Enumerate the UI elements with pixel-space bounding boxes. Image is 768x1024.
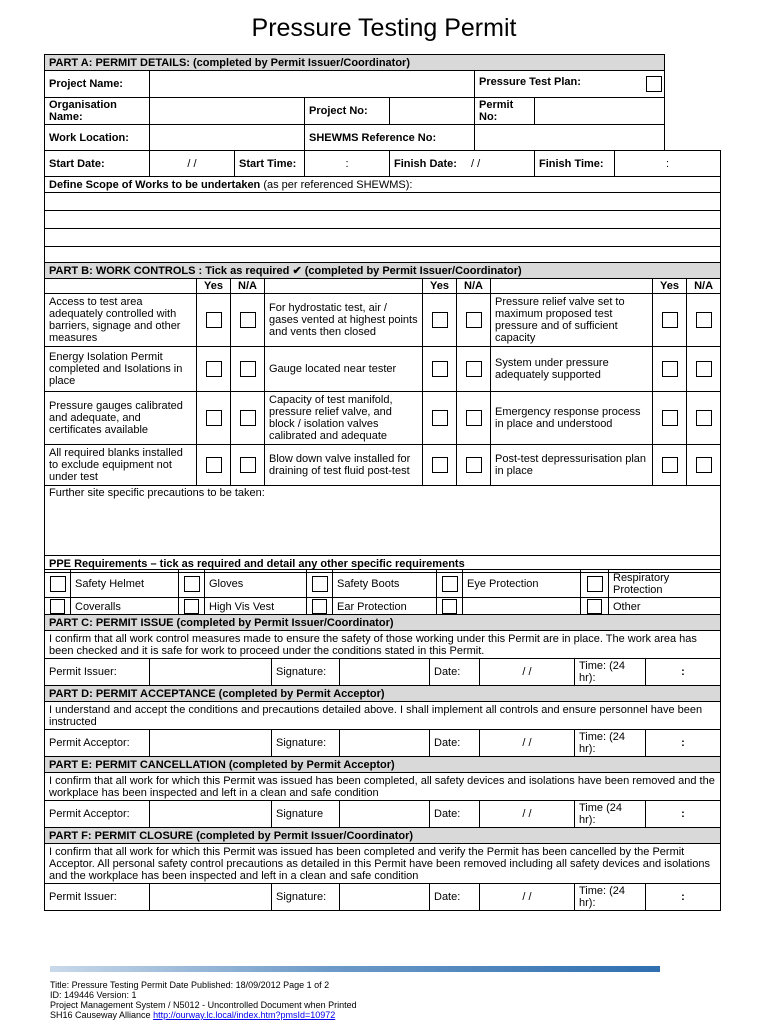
control-text: Pressure gauges calibrated and adequate, and certificates available <box>45 392 197 445</box>
date-label: Date: <box>430 730 480 757</box>
finish-time-label: Finish Time: <box>535 151 615 177</box>
control-na-checkbox[interactable] <box>466 312 482 328</box>
pressure-test-plan-label: Pressure Test Plan: <box>475 71 665 98</box>
control-yes-checkbox[interactable] <box>432 410 448 426</box>
yes-header-1: Yes <box>197 279 231 294</box>
permit-issuer-label: Permit Issuer: <box>45 884 150 911</box>
signature-field[interactable] <box>340 801 430 828</box>
control-text: Pressure relief valve set to maximum proposed test pressure and of sufficient capacity <box>491 294 653 347</box>
part-f-statement: I confirm that all work for which this Permit was issued has been completed and verify the Permit has been cancelled by the Permit Acceptor. All personal safety control precautions as detailed in this Permit have been removed including all safety devices and isolations and the workplace has been inspected and left in a clean and safe condition <box>45 844 721 884</box>
work-location-field[interactable] <box>150 125 305 151</box>
ear-protection-checkbox[interactable] <box>312 599 327 614</box>
permit-no-label: Permit No: <box>475 98 535 125</box>
ppe-label <box>463 598 581 616</box>
control-yes-checkbox[interactable] <box>432 361 448 377</box>
control-na-checkbox[interactable] <box>466 361 482 377</box>
other-ppe-checkbox[interactable] <box>587 599 602 614</box>
finish-date-field[interactable]: / / <box>470 157 481 170</box>
permit-acceptor-field[interactable] <box>150 801 272 828</box>
time-label: Time: (24 hr): <box>575 884 646 911</box>
scope-of-works-label: Define Scope of Works to be undertaken (as per referenced SHEWMS): <box>45 177 721 193</box>
control-yes-checkbox[interactable] <box>662 410 678 426</box>
ppe-label: Safety Boots <box>333 570 437 598</box>
ppe-label: Ear Protection <box>333 598 437 616</box>
control-yes-checkbox[interactable] <box>662 361 678 377</box>
control-yes-checkbox[interactable] <box>206 312 222 328</box>
part-c-header: PART C: PERMIT ISSUE (completed by Permit Issuer/Coordinator) <box>45 615 721 631</box>
ppe-label: Respiratory Protection <box>609 570 721 598</box>
control-na-checkbox[interactable] <box>696 361 712 377</box>
control-text: All required blanks installed to exclude equipment not under test <box>45 445 197 486</box>
control-text: Capacity of test manifold, pressure relief valve, and block / isolation valves calibrated and adequate <box>265 392 423 445</box>
date-field[interactable]: / / <box>480 659 575 686</box>
footer-text <box>50 980 660 1020</box>
scope-line-3[interactable] <box>45 229 721 247</box>
start-date-label: Start Date: <box>45 151 150 177</box>
blank-ppe-checkbox[interactable] <box>442 599 457 614</box>
time-field[interactable]: : <box>646 659 721 686</box>
ppe-label: Safety Helmet <box>71 570 179 598</box>
footer-id-line: ID: 149446 Version: 1 <box>50 990 137 1000</box>
ppe-header: PPE Requirements – tick as required and detail any other specific requirements <box>45 556 721 573</box>
date-label: Date: <box>430 659 480 686</box>
finish-date-label: Finish Date: <box>394 157 457 170</box>
control-text: Blow down valve installed for draining of test fluid post-test <box>265 445 423 486</box>
footer-link[interactable]: http://ourway.lc.local/index.htm?pmsId=10972 <box>153 1010 336 1020</box>
further-precautions-field[interactable]: Further site specific precautions to be taken: <box>45 486 721 556</box>
part-e-statement: I confirm that all work for which this Permit was issued has been completed, all safety devices and isolations have been removed and the workplace has been inspected and left in a clean and safe condition <box>45 773 721 801</box>
control-yes-checkbox[interactable] <box>432 457 448 473</box>
project-name-field[interactable] <box>150 71 475 98</box>
ppe-label: Coveralls <box>71 598 179 616</box>
footer-alliance-line: SH16 Causeway Alliance http://ourway.lc.local/index.htm?pmsId=10972 <box>50 1010 336 1020</box>
project-name-label: Project Name: <box>45 71 150 98</box>
yes-header-3: Yes <box>653 279 687 294</box>
na-header-2: N/A <box>457 279 491 294</box>
time-field[interactable]: : <box>646 884 721 911</box>
part-b-table <box>44 262 721 573</box>
respiratory-protection-checkbox[interactable] <box>587 576 603 592</box>
footer-system-line: Project Management System / N5012 - Uncontrolled Document when Printed <box>50 1000 357 1010</box>
ppe-label: High Vis Vest <box>205 598 307 616</box>
control-text: Emergency response process in place and understood <box>491 392 653 445</box>
control-na-checkbox[interactable] <box>466 410 482 426</box>
gloves-checkbox[interactable] <box>184 576 200 592</box>
control-text: Access to test area adequately controlled with barriers, signage and other measures <box>45 294 197 347</box>
shewms-reference-label: SHEWMS Reference No: <box>305 125 475 151</box>
control-na-checkbox[interactable] <box>466 457 482 473</box>
permit-issuer-field[interactable] <box>150 884 272 911</box>
time-label: Time: (24 hr): <box>575 730 646 757</box>
control-na-checkbox[interactable] <box>696 457 712 473</box>
na-header-3: N/A <box>687 279 721 294</box>
control-text: For hydrostatic test, air / gases vented at highest points and vents then closed <box>265 294 423 347</box>
date-field[interactable]: / / <box>480 730 575 757</box>
safety-boots-checkbox[interactable] <box>312 576 328 592</box>
finish-time-field[interactable]: : <box>615 151 721 177</box>
part-a-dates-table <box>44 150 721 265</box>
high-vis-vest-checkbox[interactable] <box>184 599 199 614</box>
permit-acceptor-field[interactable] <box>150 730 272 757</box>
permit-issuer-label: Permit Issuer: <box>45 659 150 686</box>
safety-helmet-checkbox[interactable] <box>50 576 66 592</box>
permit-acceptor-label: Permit Acceptor: <box>45 730 150 757</box>
part-f-header: PART F: PERMIT CLOSURE (completed by Permit Issuer/Coordinator) <box>45 828 721 844</box>
shewms-reference-field[interactable] <box>475 125 665 151</box>
start-time-field[interactable]: : <box>305 151 390 177</box>
project-no-label: Project No: <box>305 98 390 125</box>
scope-line-2[interactable] <box>45 211 721 229</box>
control-yes-checkbox[interactable] <box>432 312 448 328</box>
control-text: System under pressure adequately supported <box>491 347 653 392</box>
footer-bar <box>50 966 660 972</box>
ppe-label: Gloves <box>205 570 307 598</box>
signature-label: Signature: <box>272 884 340 911</box>
part-a-table <box>44 54 721 151</box>
permit-no-field[interactable] <box>535 98 665 125</box>
date-field[interactable]: / / <box>480 801 575 828</box>
part-d-header: PART D: PERMIT ACCEPTANCE (completed by Permit Acceptor) <box>45 686 721 702</box>
ppe-table <box>44 569 721 616</box>
control-na-checkbox[interactable] <box>240 361 256 377</box>
time-label: Time: (24 hr): <box>575 659 646 686</box>
na-header-1: N/A <box>231 279 265 294</box>
work-location-label: Work Location: <box>45 125 150 151</box>
control-na-checkbox[interactable] <box>240 312 256 328</box>
part-a-header: PART A: PERMIT DETAILS: (completed by Permit Issuer/Coordinator) <box>45 55 665 71</box>
pressure-test-plan-checkbox[interactable] <box>646 76 662 92</box>
eye-protection-checkbox[interactable] <box>442 576 458 592</box>
finish-date-cell <box>390 151 535 177</box>
control-yes-checkbox[interactable] <box>662 312 678 328</box>
footer-title-line: Title: Pressure Testing Permit Date Published: 18/09/2012 Page 1 of 2 <box>50 980 330 990</box>
signature-label: Signature: <box>272 659 340 686</box>
part-d-statement: I understand and accept the conditions and precautions detailed above. I shall implement all controls and ensure personnel have been instructed <box>45 702 721 730</box>
control-na-checkbox[interactable] <box>240 457 256 473</box>
project-no-field[interactable] <box>390 98 475 125</box>
part-b-header: PART B: WORK CONTROLS : Tick as required ✔ (completed by Permit Issuer/Coordinator) <box>45 263 721 279</box>
parts-c-f-table <box>44 614 721 911</box>
scope-line-1[interactable] <box>45 193 721 211</box>
organisation-name-field[interactable] <box>150 98 305 125</box>
control-text: Energy Isolation Permit completed and Isolations in place <box>45 347 197 392</box>
control-yes-checkbox[interactable] <box>206 361 222 377</box>
control-yes-checkbox[interactable] <box>206 410 222 426</box>
part-c-statement: I confirm that all work control measures made to ensure the safety of those working under this Permit are in place. The work area has been checked and it is safe for work to proceed under the conditions stated in this Permit. <box>45 631 721 659</box>
permit-issuer-field[interactable] <box>150 659 272 686</box>
time-field[interactable]: : <box>646 801 721 828</box>
page-title: Pressure Testing Permit <box>251 14 517 42</box>
coveralls-checkbox[interactable] <box>50 599 65 614</box>
signature-field[interactable] <box>340 659 430 686</box>
control-text: Post-test depressurisation plan in place <box>491 445 653 486</box>
signature-field[interactable] <box>340 730 430 757</box>
control-na-checkbox[interactable] <box>696 410 712 426</box>
signature-field[interactable] <box>340 884 430 911</box>
yes-header-2: Yes <box>423 279 457 294</box>
page-footer <box>50 966 660 1020</box>
date-label: Date: <box>430 884 480 911</box>
ppe-label: Other <box>609 598 721 616</box>
part-e-header: PART E: PERMIT CANCELLATION (completed by Permit Acceptor) <box>45 757 721 773</box>
control-na-checkbox[interactable] <box>696 312 712 328</box>
ppe-label: Eye Protection <box>463 570 581 598</box>
date-label: Date: <box>430 801 480 828</box>
control-na-checkbox[interactable] <box>240 410 256 426</box>
start-date-field[interactable]: / / <box>150 151 235 177</box>
signature-label: Signature <box>272 801 340 828</box>
control-yes-checkbox[interactable] <box>662 457 678 473</box>
start-time-label: Start Time: <box>235 151 305 177</box>
time-label: Time (24 hr): <box>575 801 646 828</box>
time-field[interactable]: : <box>646 730 721 757</box>
control-text: Gauge located near tester <box>265 347 423 392</box>
signature-label: Signature: <box>272 730 340 757</box>
organisation-name-label: Organisation Name: <box>45 98 150 125</box>
date-field[interactable]: / / <box>480 884 575 911</box>
permit-acceptor-label: Permit Acceptor: <box>45 801 150 828</box>
control-yes-checkbox[interactable] <box>206 457 222 473</box>
